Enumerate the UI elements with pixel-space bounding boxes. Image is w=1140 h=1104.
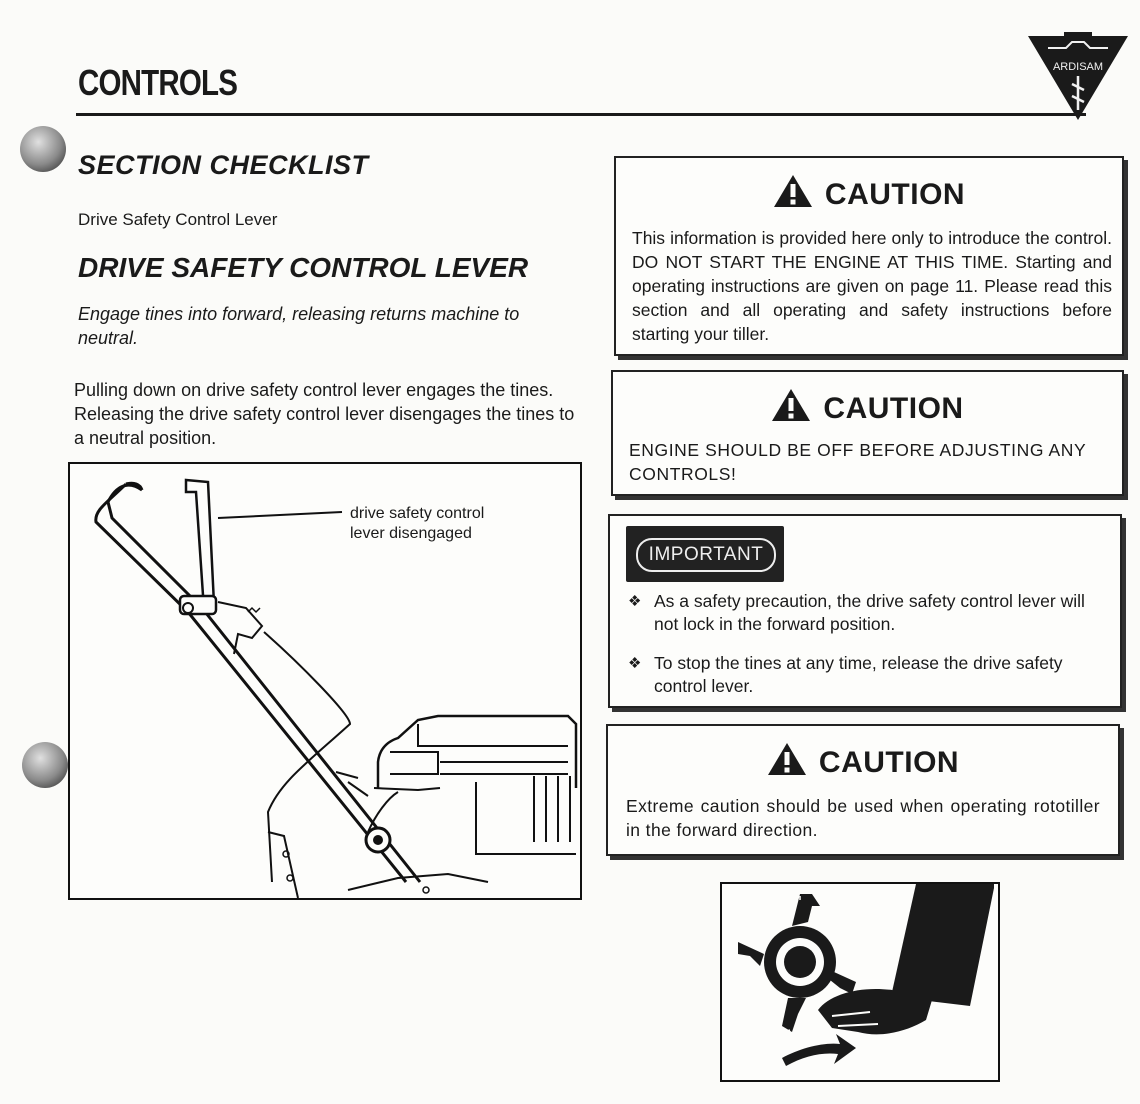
binder-hole-bottom <box>22 742 68 788</box>
figure-label-line1: drive safety control <box>350 505 485 522</box>
page-title: CONTROLS <box>78 62 238 103</box>
important-label: IMPORTANT <box>636 538 776 572</box>
important-box <box>608 514 1122 708</box>
header-rule <box>76 113 1086 116</box>
diamond-bullet-icon: ❖ <box>628 655 642 672</box>
logo-text: ARDISAM <box>1052 61 1104 73</box>
tiller-handle-illustration <box>68 462 582 900</box>
warning-triangle-icon <box>767 742 807 776</box>
caution-heading-text-1: CAUTION <box>824 178 966 211</box>
caution-text-1: This information is provided here only to introduce the control. DO NOT START THE ENGINE AT THIS TIME. Starting and operating instructions are given on page 11. Please read this section and all operating and safety instructions before starting your tiller. <box>632 228 1112 344</box>
figure-label-line2: lever disengaged <box>350 525 472 542</box>
section-checklist-heading: SECTION CHECKLIST <box>78 150 369 180</box>
caution-heading-3 <box>608 742 1118 780</box>
binder-hole-top <box>20 126 66 172</box>
lever-body: Pulling down on drive safety control lever engages the tines. Releasing the drive safety control lever disengages the tines to a neutral position. <box>74 380 575 448</box>
figure-label <box>350 504 484 544</box>
tine-hazard-pictogram <box>720 882 1000 1082</box>
important-bullet-1 <box>628 590 1106 636</box>
warning-triangle-icon <box>773 174 813 208</box>
lever-intro: Engage tines into forward, releasing returns machine to neutral. <box>78 304 520 348</box>
caution-box-forward <box>606 724 1120 856</box>
important-bullet-2 <box>628 652 1106 698</box>
important-bullet-text-2: To stop the tines at any time, release the drive safety control lever. <box>654 653 1063 696</box>
lever-heading: DRIVE SAFETY CONTROL LEVER <box>78 252 529 283</box>
caution-box-intro <box>614 156 1124 356</box>
important-badge <box>626 526 784 582</box>
caution-text-3: Extreme caution should be used when operating rototiller in the forward direction. <box>626 796 1100 840</box>
ardisam-logo <box>1026 30 1130 122</box>
checklist-item: Drive Safety Control Lever <box>78 210 278 229</box>
caution-heading-text-2: CAUTION <box>823 392 964 425</box>
important-bullet-text-1: As a safety precaution, the drive safety control lever will not lock in the forward position. <box>654 591 1085 634</box>
warning-triangle-icon <box>771 388 811 422</box>
caution-heading-1 <box>616 174 1122 212</box>
caution-text-2: ENGINE SHOULD BE OFF BEFORE ADJUSTING ANY CONTROLS! <box>629 440 1086 484</box>
caution-heading-text-3: CAUTION <box>818 746 960 779</box>
diamond-bullet-icon: ❖ <box>628 593 642 610</box>
caution-box-engine-off <box>611 370 1124 496</box>
caution-heading-2 <box>613 388 1122 426</box>
